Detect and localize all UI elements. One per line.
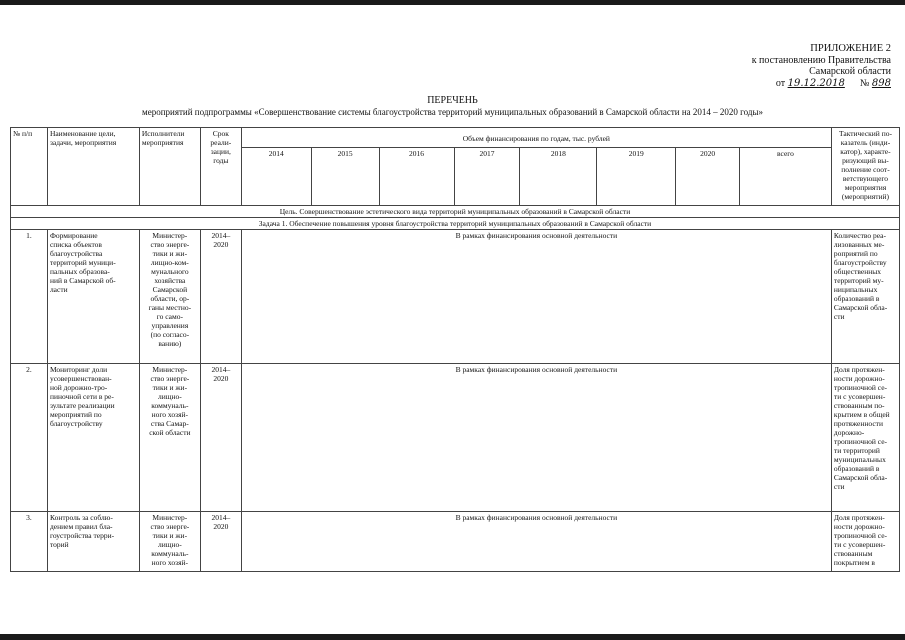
year-2017: 2017: [454, 148, 520, 206]
year-2014: 2014: [241, 148, 311, 206]
year-2019: 2019: [597, 148, 676, 206]
row-executors: Министер- ство энерге- тики и жи- лищно-ком- мунального хозяйства Самарской области, ор- ганы местно- го само- управления (по согласо- ванию): [139, 230, 200, 364]
row-funding: В рамках финансирования основной деятельности: [241, 364, 831, 512]
row-num: 3.: [11, 512, 48, 572]
row-indicator: Доля протяжен- ности дорожно- тропиночной се- ти с усовершен- ствованным по- крытием в общей протяженности дорожно- тропиночной се- ти территорий муниципальных образований в Самарской обла- сти: [831, 364, 899, 512]
row-funding: В рамках финансирования основной деятельности: [241, 230, 831, 364]
header-indicator: Тактический по- казатель (инди- катор), характе- ризующий вы- полнение соот- ветствующего мероприятия (мероприятий): [831, 128, 899, 206]
year-total: всего: [740, 148, 832, 206]
date-value: 19.12.2018: [787, 77, 845, 89]
row-num: 2.: [11, 364, 48, 512]
row-executors: Министер- ство энерге- тики и жи- лищно- коммуналь- ного хозяй- ства Самар- ской области: [139, 364, 200, 512]
appendix-line-3: Самарской области: [809, 66, 891, 77]
activities-table: [10, 127, 900, 572]
row-name: Формирование списка объектов благоустройства территорий муници- пальных образова- ний в Самарской об- ласти: [47, 230, 139, 364]
number-prefix: №: [859, 77, 870, 89]
header-funding: Объем финансирования по годам, тыс. рублей: [241, 128, 831, 148]
table-header-row: [11, 128, 900, 148]
row-indicator: Доля протяжен- ности дорожно- тропиночной се- ти с усовершен- ствованным покрытием в: [831, 512, 899, 572]
row-name: Мониторинг доли усовершенствован- ной дорожно-тро- пиночной сети в ре- зультате реализации мероприятий по благоустройству: [47, 364, 139, 512]
number-value: 898: [871, 77, 891, 89]
appendix-date-line: [681, 78, 891, 90]
year-2016: 2016: [379, 148, 454, 206]
row-executors: Министер- ство энерге- тики и жи- лищно- коммуналь- ного хозяй-: [139, 512, 200, 572]
scan-bottom-border: [0, 634, 905, 640]
table-row: [11, 512, 900, 572]
appendix-title: ПРИЛОЖЕНИЕ 2: [810, 43, 891, 54]
row-term: 2014– 2020: [200, 364, 241, 512]
row-num: 1.: [11, 230, 48, 364]
row-term: 2014– 2020: [200, 230, 241, 364]
year-2018: 2018: [520, 148, 597, 206]
document-title: ПЕРЕЧЕНЬ: [427, 95, 478, 106]
task-row: [11, 218, 900, 230]
row-funding: В рамках финансирования основной деятельности: [241, 512, 831, 572]
appendix-block: [681, 43, 891, 89]
header-num: № п/п: [11, 128, 48, 206]
goal-row: [11, 206, 900, 218]
row-name: Контроль за соблю- дением правил бла- гоустройства терри- торий: [47, 512, 139, 572]
appendix-line-2: к постановлению Правительства: [751, 54, 891, 66]
task-text: Задача 1. Обеспечение повышения уровня благоустройства территорий муниципальных образований в Самарской области: [11, 218, 900, 230]
header-executors: Исполнители мероприятия: [139, 128, 200, 206]
date-prefix: от: [775, 77, 786, 89]
year-2015: 2015: [311, 148, 379, 206]
table-row: [11, 364, 900, 512]
year-2020: 2020: [676, 148, 740, 206]
row-indicator: Количество реа- лизованных ме- роприятий по благоустройству общественных территорий му- ниципальных образований в Самарской обла- сти: [831, 230, 899, 364]
document-subtitle: мероприятий подпрограммы «Совершенствование системы благоустройства территорий муниципальных образований в Самарской области на 2014 – 2020 годы»: [142, 107, 763, 117]
scan-top-border: [0, 0, 905, 5]
header-term: Срок реали- зации, годы: [200, 128, 241, 206]
row-term: 2014– 2020: [200, 512, 241, 572]
table-row: [11, 230, 900, 364]
goal-text: Цель. Совершенствование эстетического вида территорий муниципальных образований в Самарской области: [11, 206, 900, 218]
header-name: Наименование цели, задачи, мероприятия: [47, 128, 139, 206]
